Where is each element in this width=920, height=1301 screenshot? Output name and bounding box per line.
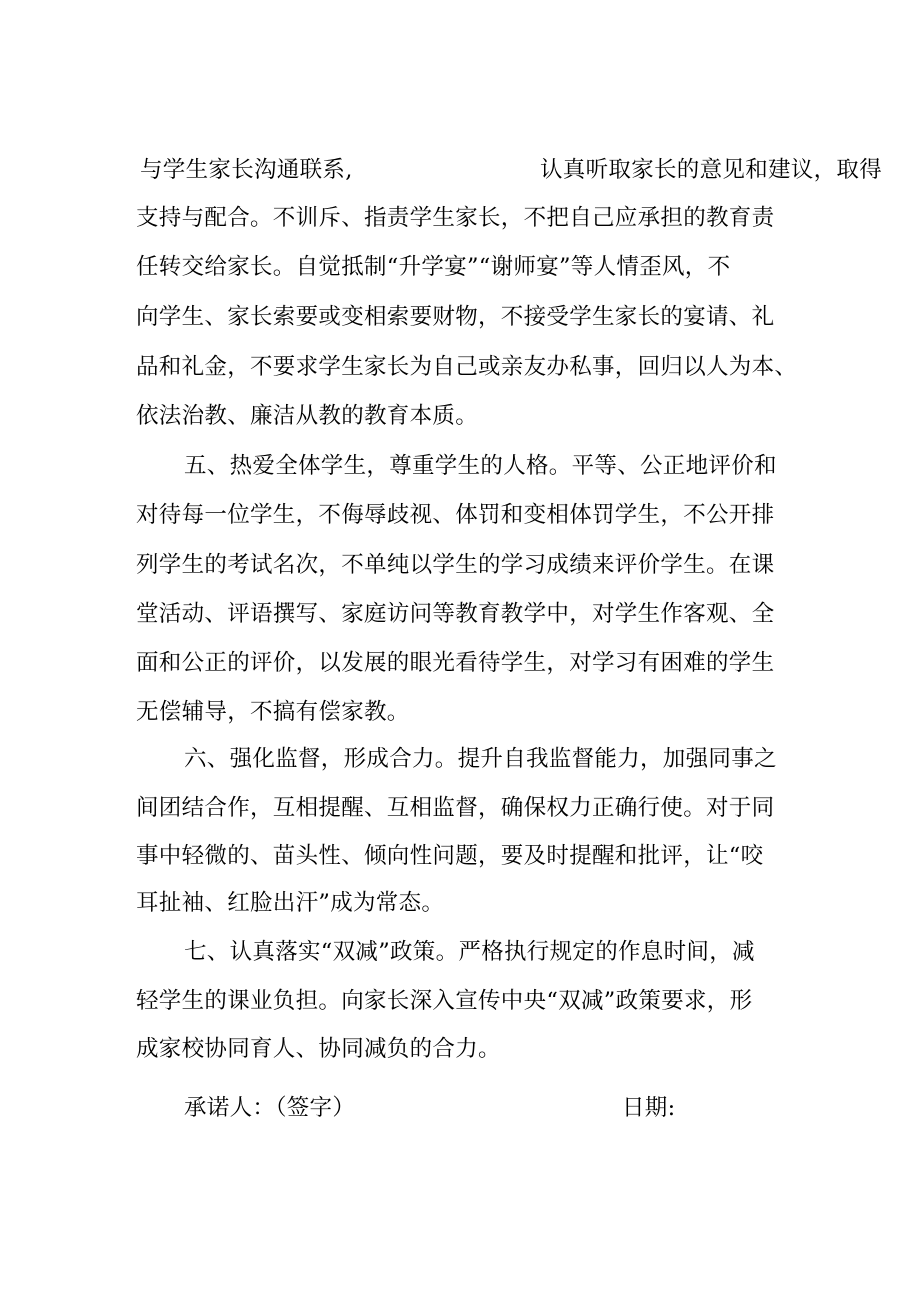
signature-row — [0, 1093, 920, 1123]
paragraph-line: 面和公正的评价，以发展的眼光看待学生，对学习有困难的学生 — [136, 650, 775, 676]
paragraph-line: 事中轻微的、苗头性、倾向性问题，要及时提醒和批评，让“咬 — [136, 843, 764, 869]
first-line-part-a: 与学生家长沟通联系, — [140, 157, 353, 183]
paragraph-line-first — [140, 155, 883, 185]
paragraph-line: 品和礼金，不要求学生家长为自己或亲友办私事，回归以人为本、 — [136, 354, 798, 380]
paragraph-line-section-6: 六、强化监督，形成合力。提升自我监督能力，加强同事之 — [184, 746, 777, 772]
paragraph-line: 支持与配合。不训斥、指责学生家长，不把自己应承担的教育责 — [136, 205, 775, 231]
paragraph-line: 成家校协同育人、协同减负的合力。 — [136, 1036, 501, 1062]
paragraph-line: 对待每一位学生，不侮辱歧视、体罚和变相体罚学生，不公开排 — [136, 502, 775, 528]
paragraph-line: 耳扯袖、红脸出汗”成为常态。 — [136, 890, 445, 916]
paragraph-line: 间团结合作，互相提醒、互相监督，确保权力正确行使。对于同 — [136, 795, 775, 821]
paragraph-line: 向学生、家长索要或变相索要财物，不接受学生家长的宴请、礼 — [136, 304, 775, 330]
paragraph-line: 任转交给家长。自觉抵制“升学宴”“谢师宴”等人情歪风，不 — [136, 254, 731, 280]
paragraph-line: 堂活动、评语撰写、家庭访问等教育教学中，对学生作客观、全 — [136, 601, 775, 627]
paragraph-line-section-5: 五、热爱全体学生，尊重学生的人格。平等、公正地评价和 — [184, 453, 777, 479]
date-label: 日期: — [622, 1095, 676, 1121]
first-line-part-b: 认真听取家长的意见和建议，取得 — [540, 157, 883, 183]
paragraph-line: 列学生的考试名次，不单纯以学生的学习成绩来评价学生。在课 — [136, 552, 775, 578]
paragraph-line: 轻学生的课业负担。向家长深入宣传中央“双减”政策要求，形 — [136, 988, 753, 1014]
paragraph-line: 依法治教、廉洁从教的教育本质。 — [136, 403, 479, 429]
paragraph-line-section-7: 七、认真落实“双减”政策。严格执行规定的作息时间，减 — [184, 939, 755, 965]
paragraph-line: 无偿辅导，不搞有偿家教。 — [136, 699, 410, 725]
signature-label: 承诺人：（签字） — [184, 1095, 356, 1121]
